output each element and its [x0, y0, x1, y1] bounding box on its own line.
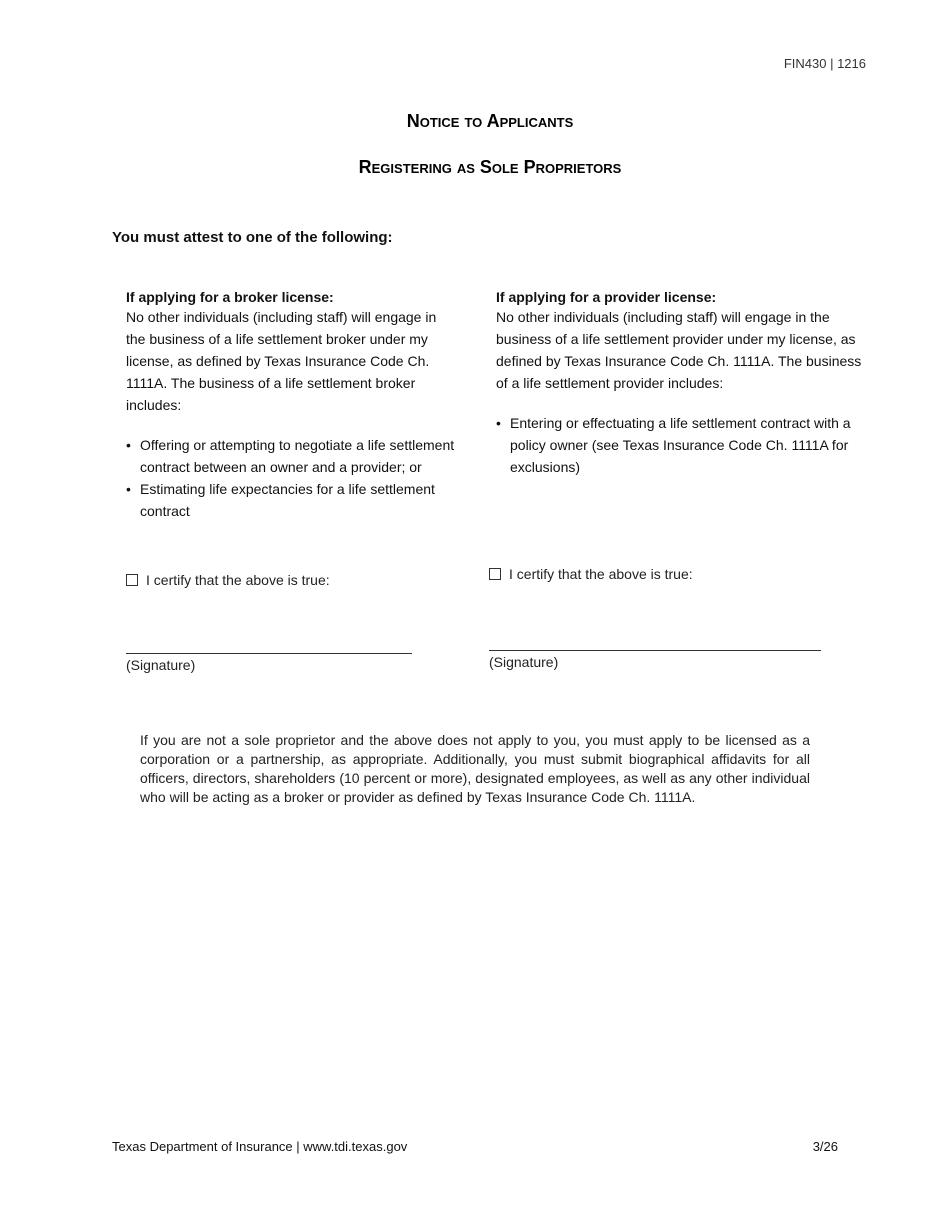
provider-certify [489, 566, 693, 582]
form-code: FIN430 | 1216 [783, 56, 866, 71]
provider-certify-label: I certify that the above is true: [509, 566, 693, 582]
attest-heading: You must attest to one of the following: [112, 229, 393, 246]
provider-section [496, 288, 876, 478]
broker-bullet-item: • Offering or attempting to negotiate a life settlement contract between an owner and a provider; or [126, 434, 456, 478]
broker-certify-label: I certify that the above is true: [146, 572, 330, 588]
broker-heading: If applying for a broker license: [126, 289, 334, 305]
sole-proprietor-note: If you are not a sole proprietor and the above does not apply to you, you must apply to be licensed as a corporation or a partnership, as appropriate. Additionally, you must submit biographical affidavits for all officers, directors, shareholders (10 percent or more), designated employees, as well as any other individual who will be acting as a broker or provider as defined by Texas Insurance Code Ch. 1111A. [140, 732, 810, 805]
broker-body: No other individuals (including staff) will engage in the business of a life settlement broker under my license, as defined by Texas Insurance Code Ch. 1111A. The business of a life settlement broker includes: [126, 309, 437, 413]
broker-certify-checkbox[interactable] [126, 574, 138, 586]
broker-bullet-list [126, 434, 456, 522]
page-subtitle: Registering as Sole Proprietors [358, 157, 622, 177]
provider-bullet-item: • Entering or effectuating a life settlement contract with a policy owner (see Texas Insurance Code Ch. 1111A for exclusions) [496, 412, 876, 478]
page-title: Notice to Applicants [406, 111, 574, 131]
broker-bullet-item: • Estimating life expectancies for a life settlement contract [126, 478, 456, 522]
broker-section [126, 288, 456, 522]
broker-signature-line[interactable] [126, 653, 412, 654]
provider-heading: If applying for a provider license: [496, 289, 717, 305]
provider-bullet-list [496, 412, 876, 478]
broker-certify [126, 572, 330, 588]
broker-signature-label: (Signature) [126, 657, 196, 673]
provider-certify-checkbox[interactable] [489, 568, 501, 580]
page-number: 3/26 [812, 1139, 838, 1154]
footer-agency: Texas Department of Insurance | www.tdi.texas.gov [112, 1139, 408, 1154]
provider-signature-label: (Signature) [489, 654, 559, 670]
provider-signature-line[interactable] [489, 650, 821, 651]
provider-body: No other individuals (including staff) will engage in the business of a life settlement provider under my license, as defined by Texas Insurance Code Ch. 1111A. The business of a life settlement provider includes: [496, 309, 862, 391]
